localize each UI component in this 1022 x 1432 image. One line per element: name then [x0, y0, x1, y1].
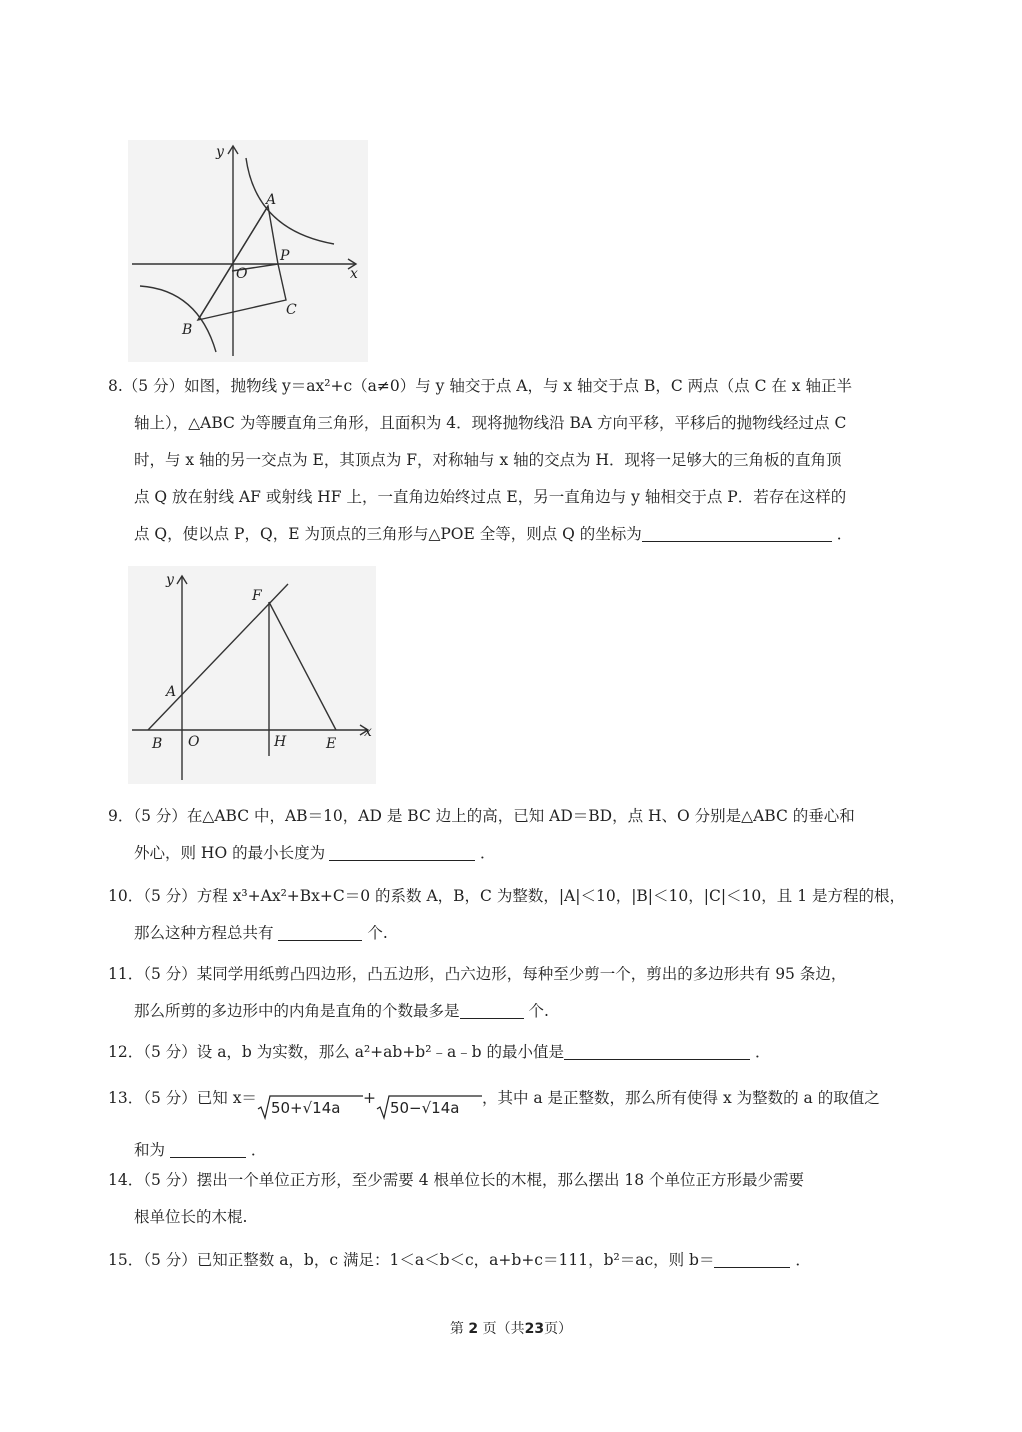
question-11-number: 11．（5 分） [108, 965, 197, 983]
question-15-end: ． [795, 1251, 811, 1269]
fig2-point-f: F [252, 588, 262, 604]
footer-page-number: 2 [468, 1321, 479, 1337]
footer-total-pages: 23 [524, 1321, 545, 1337]
answer-blank-10[interactable] [278, 924, 362, 941]
question-11 [108, 964, 928, 1021]
question-15-line-1: 已知正整数 a，b，c 满足：1＜a＜b＜c，a+b+c＝111，b²＝ac，则 b＝ [196, 1251, 715, 1269]
fig1-point-c: C [286, 302, 297, 318]
question-13-post: ，其中 a 是正整数，那么所有使得 x 为整数的 a 的取值之 [481, 1089, 880, 1107]
question-10-line-2: 那么这种方程总共有 [134, 924, 274, 942]
question-10-end: 个. [367, 924, 388, 942]
answer-blank-9[interactable] [329, 844, 475, 861]
figure-translated-parabola [128, 566, 376, 784]
footer-pre: 第 [449, 1321, 464, 1337]
fig2-point-e: E [326, 736, 337, 752]
radical-2-expression: 50−√14a [389, 1099, 460, 1117]
question-11-line-1: 某同学用纸剪凸四边形，凸五边形，凸六边形，每种至少剪一个，剪出的多边形共有 95 条边， [196, 965, 847, 983]
question-14-number: 14．（5 分） [108, 1171, 197, 1189]
fig2-y-label: y [166, 572, 174, 588]
fig2-point-a: A [166, 684, 177, 700]
question-10 [108, 886, 928, 943]
radical-1 [257, 1094, 363, 1120]
question-13-end: ． [250, 1141, 267, 1159]
fig1-point-a: A [266, 192, 277, 208]
fig1-point-o: O [236, 266, 248, 282]
question-13-line-2: 和为 [134, 1141, 166, 1159]
question-13-pre: 已知 x＝ [196, 1089, 257, 1107]
question-14-line-1: 摆出一个单位正方形，至少需要 4 根单位长的木棍，那么摆出 18 个单位正方形最少需要 [196, 1171, 805, 1189]
question-8-end: ． [836, 525, 853, 543]
figure-hyperbola-triangle [128, 140, 368, 362]
question-9 [108, 806, 928, 863]
answer-blank-8[interactable] [642, 525, 832, 542]
fig2-point-b: B [152, 736, 163, 752]
question-15-number: 15．（5 分） [108, 1251, 197, 1269]
fig1-y-label: y [216, 144, 224, 160]
question-8-line-2: 轴上），△ABC 为等腰直角三角形，且面积为 4．现将抛物线沿 BA 方向平移，平移后的抛物线经过点 C [134, 414, 847, 432]
question-8 [108, 376, 928, 544]
question-9-number: 9．（5 分） [108, 807, 187, 825]
answer-blank-11[interactable] [460, 1002, 524, 1019]
question-12 [108, 1042, 928, 1062]
question-13-number: 13．（5 分） [108, 1089, 197, 1107]
footer-post: 页） [544, 1321, 573, 1337]
question-8-number: 8.（5 分） [108, 377, 185, 395]
fig1-point-p: P [280, 248, 290, 264]
question-13 [108, 1088, 928, 1160]
question-9-line-2: 外心，则 HO 的最小长度为 [134, 844, 326, 862]
question-14 [108, 1170, 928, 1227]
page-footer [0, 1318, 1022, 1338]
question-9-end: ． [480, 844, 496, 862]
fig2-point-h: H [274, 734, 287, 750]
question-11-end: 个. [528, 1002, 549, 1020]
question-13-plus: + [362, 1089, 376, 1107]
answer-blank-15[interactable] [714, 1251, 790, 1268]
answer-blank-13[interactable] [170, 1141, 246, 1158]
question-8-line-3: 时，与 x 轴的另一交点为 E，其顶点为 F，对称轴与 x 轴的交点为 H．现将一足够大的三角板的直角顶 [134, 451, 842, 469]
question-12-line-1: 设 a，b 为实数，那么 a²+ab+b²﹣a﹣b 的最小值是 [196, 1043, 565, 1061]
question-11-line-2: 那么所剪的多边形中的内角是直角的个数最多是 [134, 1002, 460, 1020]
footer-mid: 页（共 [482, 1321, 525, 1337]
question-12-number: 12．（5 分） [108, 1043, 197, 1061]
question-8-line-5: 点 Q，使以点 P，Q，E 为顶点的三角形与△POE 全等，则点 Q 的坐标为 [134, 525, 642, 543]
question-8-line-4: 点 Q 放在射线 AF 或射线 HF 上，一直角边始终过点 E，另一直角边与 y 轴相交于点 P．若存在这样的 [134, 488, 847, 506]
question-14-line-2: 根单位长的木棍. [134, 1208, 248, 1226]
question-12-end: ． [754, 1043, 771, 1061]
fig2-point-o: O [188, 734, 200, 750]
radical-1-expression: 50+√14a [270, 1099, 341, 1117]
answer-blank-12[interactable] [564, 1043, 750, 1060]
question-8-line-1: 如图，抛物线 y＝ax²+c（a≠0）与 y 轴交于点 A，与 x 轴交于点 B，C 两点（点 C 在 x 轴正半 [184, 377, 852, 395]
fig2-x-label: x [364, 724, 372, 740]
question-9-line-1: 在△ABC 中，AB＝10，AD 是 BC 边上的高，已知 AD＝BD，点 H、O 分别是△ABC 的垂心和 [186, 807, 855, 825]
fig1-point-b: B [182, 322, 193, 338]
question-10-line-1: 方程 x³+Ax²+Bx+C＝0 的系数 A，B，C 为整数，|A|＜10，|B|＜10，|C|＜10，且 1 是方程的根， [196, 887, 905, 905]
radical-2 [376, 1094, 482, 1120]
question-10-number: 10．（5 分） [108, 887, 197, 905]
fig1-x-label: x [350, 266, 358, 282]
question-15 [108, 1250, 928, 1270]
